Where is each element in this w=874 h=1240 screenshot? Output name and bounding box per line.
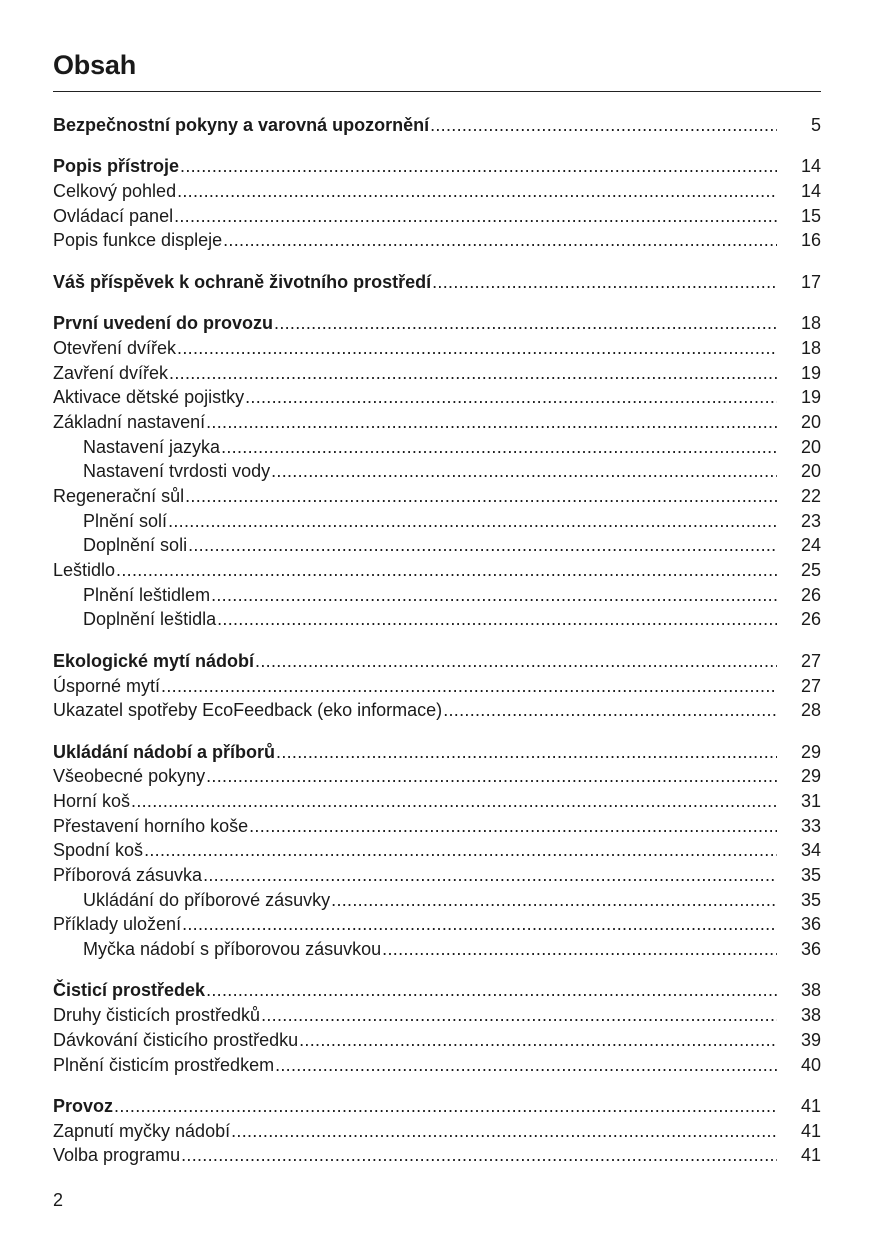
toc-entry[interactable]: [53, 484, 821, 509]
toc-dot-leader: [275, 1053, 777, 1078]
toc-entry-label: Ukazatel spotřeby EcoFeedback (eko informace): [53, 700, 443, 721]
toc-dot-leader: [144, 838, 777, 863]
toc-entry[interactable]: [53, 863, 821, 888]
toc-entry-page: 22: [800, 486, 821, 506]
toc-dot-leader: [245, 385, 777, 410]
toc-entry-page: 19: [800, 362, 821, 383]
toc-subentry[interactable]: [53, 583, 821, 608]
toc-entry-page: 24: [800, 535, 821, 556]
toc-dot-leader: [168, 509, 777, 534]
toc-entry[interactable]: [53, 179, 821, 204]
toc-subentry[interactable]: [53, 435, 821, 460]
toc-entry-page: 29: [800, 741, 821, 762]
toc-entry-label: Nastavení jazyka: [83, 436, 221, 457]
toc-entry-page: 41: [800, 1095, 821, 1116]
toc-entry[interactable]: [53, 1119, 821, 1144]
toc-entry-label: Myčka nádobí s příborovou zásuvkou: [83, 939, 382, 960]
toc-entry[interactable]: [53, 1143, 821, 1168]
toc-section-heading[interactable]: [53, 113, 821, 138]
toc-entry[interactable]: [53, 1003, 821, 1028]
toc-entry-label: Příborová zásuvka: [53, 865, 203, 885]
toc-entry[interactable]: [53, 361, 821, 386]
toc-entry-label: Leštidlo: [53, 560, 116, 581]
toc-entry-label: Plnění leštidlem: [83, 584, 211, 605]
toc-entry-page: 29: [800, 766, 821, 787]
toc-dot-leader: [274, 311, 777, 336]
page-number: 2: [53, 1190, 64, 1210]
title-divider: [53, 91, 821, 92]
toc-entry[interactable]: [53, 410, 821, 435]
toc-entry-label: Ukládání nádobí a příborů: [53, 741, 276, 762]
toc-dot-leader: [382, 937, 777, 962]
toc-entry-page: 27: [800, 650, 821, 671]
toc-entry-page: 20: [800, 461, 821, 482]
toc-entry-page: 20: [800, 411, 821, 432]
toc-entry-label: Zavření dvířek: [53, 362, 169, 383]
toc-dot-leader: [206, 410, 777, 435]
toc-section-heading[interactable]: [53, 270, 821, 295]
toc-dot-leader: [161, 674, 777, 699]
toc-dot-leader: [169, 361, 777, 386]
toc-entry-label: Regenerační sůl: [53, 486, 185, 506]
toc-entry-page: 33: [800, 815, 821, 836]
toc-dot-leader: [211, 583, 777, 608]
toc-entry[interactable]: [53, 814, 821, 839]
toc-entry[interactable]: [53, 558, 821, 583]
toc-section-heading[interactable]: [53, 311, 821, 336]
toc-dot-leader: [206, 764, 777, 789]
toc-entry[interactable]: [53, 336, 821, 361]
toc-entry-label: Zapnutí myčky nádobí: [53, 1120, 231, 1141]
toc-section-heading[interactable]: [53, 740, 821, 765]
toc-section-heading[interactable]: [53, 649, 821, 674]
toc-entry-label: Ovládací panel: [53, 205, 174, 226]
toc-entry[interactable]: [53, 1028, 821, 1053]
toc-section-heading[interactable]: [53, 1094, 821, 1119]
toc-entry-page: 15: [800, 205, 821, 226]
toc-subentry[interactable]: [53, 607, 821, 632]
toc-dot-leader: [177, 179, 777, 204]
page-title: Obsah: [53, 50, 137, 80]
toc-dot-leader: [114, 1094, 777, 1119]
toc-entry[interactable]: [53, 228, 821, 253]
toc-dot-leader: [231, 1119, 777, 1144]
toc-entry-page: 38: [800, 1005, 821, 1026]
toc-entry-label: Horní koš: [53, 790, 131, 811]
toc-dot-leader: [203, 863, 777, 888]
toc-dot-leader: [182, 912, 777, 937]
toc-entry-page: 35: [800, 865, 821, 885]
toc-dot-leader: [217, 607, 777, 632]
toc-entry[interactable]: [53, 385, 821, 410]
toc-dot-leader: [177, 336, 777, 361]
toc-subentry[interactable]: [53, 509, 821, 534]
toc-entry-page: 41: [800, 1120, 821, 1141]
toc-entry-label: Přestavení horního koše: [53, 815, 249, 836]
toc-entry[interactable]: [53, 1053, 821, 1078]
toc-entry-page: 28: [800, 700, 821, 721]
toc-dot-leader: [223, 228, 777, 253]
toc-entry-page: 36: [800, 914, 821, 935]
toc-section-heading[interactable]: [53, 154, 821, 179]
toc-entry-page: 16: [800, 230, 821, 251]
toc-dot-leader: [249, 814, 777, 839]
toc-entry-page: 27: [800, 675, 821, 696]
toc-entry-page: 17: [800, 271, 821, 292]
toc-entry-page: 19: [800, 387, 821, 408]
toc-dot-leader: [261, 1003, 777, 1028]
toc-dot-leader: [299, 1028, 777, 1053]
toc-entry-label: Plnění solí: [83, 510, 168, 531]
toc-entry-page: 41: [800, 1145, 821, 1166]
toc-entry-page: 14: [800, 156, 821, 177]
toc-entry-page: 23: [800, 510, 821, 531]
toc-entry[interactable]: [53, 698, 821, 723]
toc-entry-page: 18: [800, 313, 821, 334]
toc-entry[interactable]: [53, 789, 821, 814]
toc-entry-label: Volba programu: [53, 1145, 181, 1166]
toc-dot-leader: [430, 113, 777, 138]
toc-dot-leader: [174, 204, 777, 229]
toc-entry-label: Všeobecné pokyny: [53, 766, 206, 787]
toc-dot-leader: [255, 649, 777, 674]
toc-entry[interactable]: [53, 764, 821, 789]
toc-entry-label: Plnění čisticím prostředkem: [53, 1054, 275, 1075]
toc-entry-page: 38: [800, 980, 821, 1001]
toc-entry-page: 18: [800, 337, 821, 358]
toc-entry-label: Provoz: [53, 1095, 114, 1116]
toc-dot-leader: [331, 888, 777, 913]
toc-entry[interactable]: [53, 204, 821, 229]
toc-dot-leader: [276, 740, 777, 765]
toc-section-heading[interactable]: [53, 978, 821, 1003]
toc-entry[interactable]: [53, 674, 821, 699]
toc-dot-leader: [185, 484, 777, 509]
toc-entry-label: Doplnění soli: [83, 535, 188, 556]
toc-entry-label: Otevření dvířek: [53, 337, 177, 358]
toc-subentry[interactable]: [53, 888, 821, 913]
toc-dot-leader: [181, 1143, 777, 1168]
toc-dot-leader: [131, 789, 777, 814]
toc-entry-page: 36: [800, 939, 821, 960]
toc-entry-page: 34: [800, 840, 821, 861]
toc-entry-page: 25: [800, 560, 821, 581]
toc-entry[interactable]: [53, 912, 821, 937]
toc-entry-page: 26: [800, 609, 821, 630]
toc-entry-page: 35: [800, 889, 821, 910]
toc-entry-page: 40: [800, 1054, 821, 1075]
toc-entry-label: Ekologické mytí nádobí: [53, 650, 255, 671]
toc-entry-label: Dávkování čisticího prostředku: [53, 1029, 299, 1050]
toc-entry-label: Čisticí prostředek: [53, 980, 206, 1001]
toc-dot-leader: [116, 558, 777, 583]
table-of-contents: [53, 113, 821, 1168]
toc-dot-leader: [188, 533, 777, 558]
toc-entry-label: První uvedení do provozu: [53, 313, 274, 334]
toc-entry-page: 31: [800, 790, 821, 811]
toc-entry-label: Příklady uložení: [53, 914, 182, 935]
toc-entry-page: 20: [800, 436, 821, 457]
toc-entry-label: Doplnění leštidla: [83, 609, 217, 630]
toc-entry-label: Druhy čisticích prostředků: [53, 1005, 261, 1026]
toc-dot-leader: [221, 435, 777, 460]
toc-subentry[interactable]: [53, 459, 821, 484]
toc-entry-page: 26: [800, 584, 821, 605]
toc-entry-label: Celkový pohled: [53, 181, 177, 202]
toc-entry-label: Úsporné mytí: [53, 675, 161, 696]
toc-entry[interactable]: [53, 838, 821, 863]
toc-dot-leader: [443, 698, 777, 723]
toc-entry-label: Popis přístroje: [53, 156, 180, 177]
toc-entry-page: 5: [810, 115, 821, 135]
toc-subentry[interactable]: [53, 533, 821, 558]
toc-entry-label: Bezpečnostní pokyny a varovná upozornění: [53, 115, 430, 135]
toc-entry-label: Popis funkce displeje: [53, 230, 223, 251]
toc-entry-label: Aktivace dětské pojistky: [53, 387, 245, 408]
toc-dot-leader: [271, 459, 777, 484]
toc-entry-label: Váš příspěvek k ochraně životního prostředí: [53, 271, 432, 292]
toc-dot-leader: [206, 978, 777, 1003]
toc-entry-page: 14: [800, 181, 821, 202]
toc-entry-label: Základní nastavení: [53, 411, 206, 432]
toc-subentry[interactable]: [53, 937, 821, 962]
toc-dot-leader: [180, 154, 777, 179]
toc-entry-page: 39: [800, 1029, 821, 1050]
toc-entry-label: Spodní koš: [53, 840, 144, 861]
toc-entry-label: Nastavení tvrdosti vody: [83, 461, 271, 482]
toc-dot-leader: [432, 270, 777, 295]
toc-entry-label: Ukládání do příborové zásuvky: [83, 889, 331, 910]
